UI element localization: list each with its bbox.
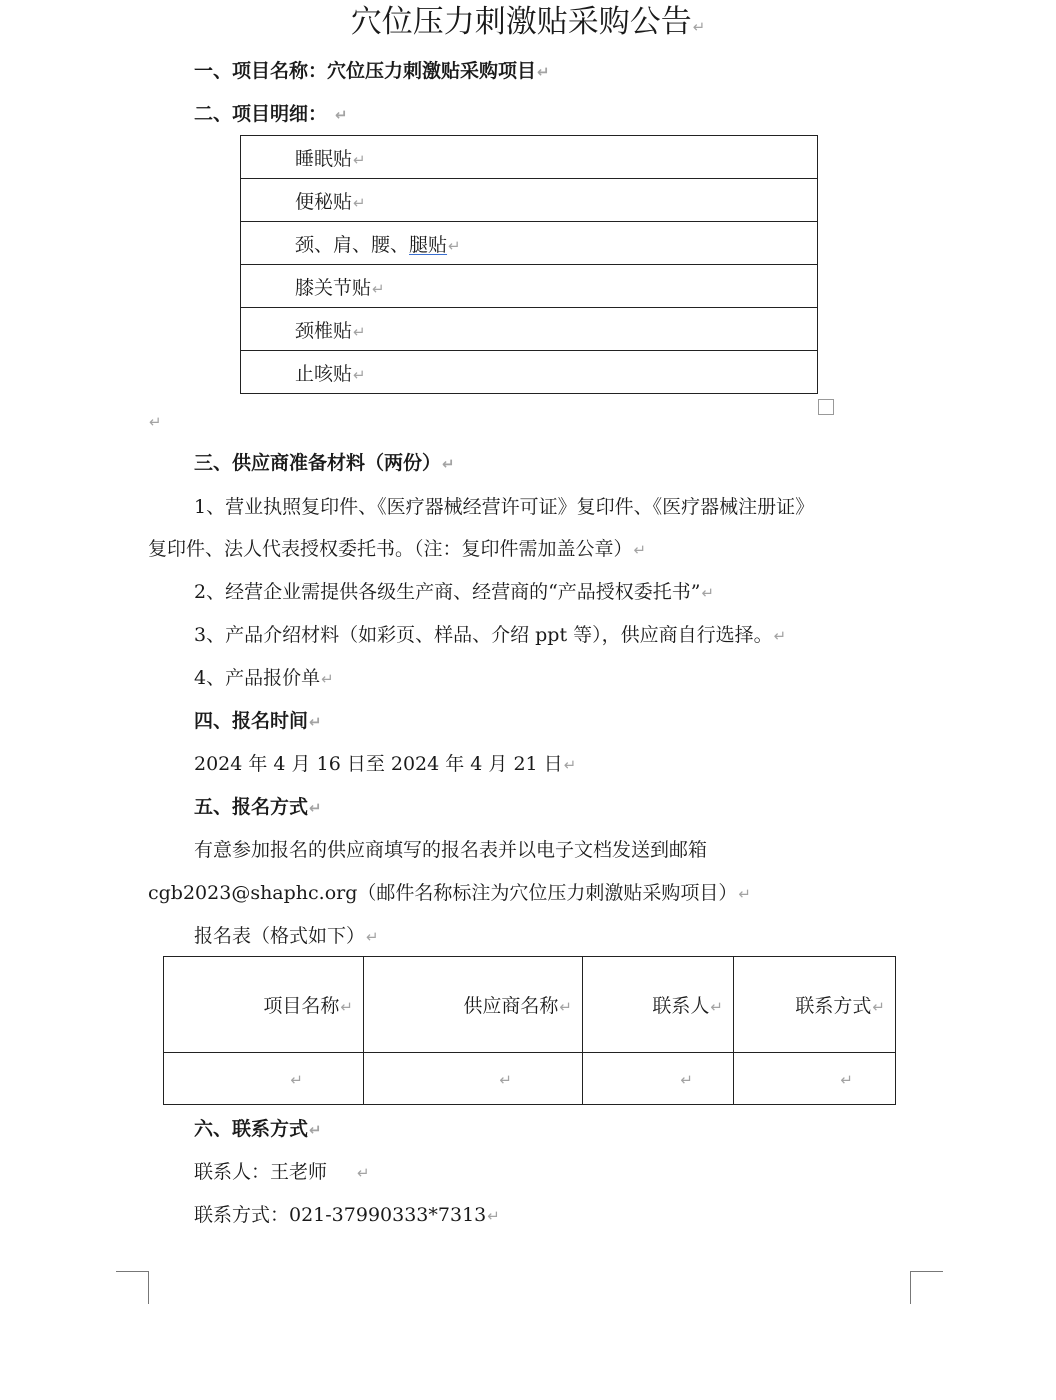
materials-item-4: 4、产品报价单↵ — [194, 667, 334, 689]
materials-item-1-line-1: 1、营业执照复印件、《医疗器械经营许可证》复印件、《医疗器械注册证》 — [194, 496, 815, 518]
contact-person: 联系人：王老师 ↵ — [194, 1161, 370, 1183]
table-cell: 便秘贴↵ — [241, 179, 818, 222]
form-caption: 报名表（格式如下）↵ — [194, 925, 379, 947]
table-row — [164, 1053, 896, 1105]
paragraph-mark: ↵ — [559, 998, 572, 1016]
paragraph-mark: ↵ — [773, 627, 787, 645]
paragraph-mark: ↵ — [353, 322, 366, 341]
table-row — [241, 308, 818, 351]
paragraph-mark: ↵ — [335, 106, 348, 124]
table-row — [241, 136, 818, 179]
column-header: 项目名称↵ — [164, 957, 364, 1053]
section-materials: 三、供应商准备材料（两份）↵ — [194, 452, 455, 474]
register-time-text: 2024 年 4 月 16 日至 2024 年 4 月 21 日↵ — [194, 753, 577, 775]
items-table — [240, 135, 818, 394]
paragraph-mark: ↵ — [149, 413, 162, 431]
paragraph-mark: ↵ — [448, 236, 461, 255]
paragraph-mark: ↵ — [290, 1070, 303, 1089]
paragraph-mark: ↵ — [372, 279, 385, 298]
paragraph-mark: ↵ — [710, 998, 723, 1016]
paragraph-mark: ↵ — [738, 885, 751, 903]
paragraph-mark: ↵ — [537, 63, 550, 81]
column-header: 供应商名称↵ — [364, 957, 583, 1053]
paragraph-mark: ↵ — [442, 455, 455, 473]
table-resize-handle[interactable] — [818, 399, 834, 415]
table-row — [241, 351, 818, 394]
table-cell: 颈椎贴↵ — [241, 308, 818, 351]
paragraph-mark: ↵ — [487, 1207, 500, 1225]
section-register-time: 四、报名时间↵ — [194, 710, 322, 732]
column-header: 联系方式↵ — [734, 957, 896, 1053]
table-header-row — [164, 957, 896, 1053]
paragraph-mark: ↵ — [309, 713, 322, 731]
paragraph-mark: ↵ — [366, 928, 379, 946]
paragraph-mark: ↵ — [353, 150, 366, 169]
table-row — [241, 222, 818, 265]
table-cell[interactable] — [164, 1053, 364, 1105]
paragraph-mark: ↵ — [692, 18, 706, 36]
table-cell[interactable] — [364, 1053, 583, 1105]
table-row — [241, 265, 818, 308]
table-cell: 膝关节贴↵ — [241, 265, 818, 308]
paragraph-mark: ↵ — [340, 998, 353, 1016]
paragraph-mark: ↵ — [499, 1070, 512, 1089]
paragraph-mark: ↵ — [840, 1070, 853, 1089]
table-cell[interactable] — [583, 1053, 734, 1105]
paragraph-mark: ↵ — [701, 584, 715, 602]
paragraph-mark: ↵ — [353, 365, 366, 384]
paragraph-mark: ↵ — [309, 799, 322, 817]
table-cell: 止咳贴↵ — [241, 351, 818, 394]
underlined-text: 腿贴 — [409, 233, 448, 256]
page-corner-mark-right — [910, 1271, 943, 1304]
contact-phone: 联系方式：021-37990333*7313↵ — [194, 1204, 500, 1226]
section-contact: 六、联系方式↵ — [194, 1118, 322, 1140]
materials-item-1-line-2: 复印件、法人代表授权委托书。（注：复印件需加盖公章）↵ — [148, 538, 647, 560]
paragraph-mark: ↵ — [357, 1164, 370, 1182]
paragraph-mark: ↵ — [321, 670, 334, 688]
table-cell[interactable] — [734, 1053, 896, 1105]
empty-paragraph — [148, 408, 162, 435]
register-method-line-1: 有意参加报名的供应商填写的报名表并以电子文档发送到邮箱 — [194, 839, 708, 861]
materials-item-2: 2、经营企业需提供各级生产商、经营商的“产品授权委托书”↵ — [194, 581, 715, 603]
table-cell: 睡眠贴↵ — [241, 136, 818, 179]
materials-item-3: 3、产品介绍材料（如彩页、样品、介绍 ppt 等），供应商自行选择。↵ — [194, 624, 787, 646]
section-register-method: 五、报名方式↵ — [194, 796, 322, 818]
paragraph-mark: ↵ — [309, 1121, 322, 1139]
paragraph-mark: ↵ — [563, 756, 577, 774]
page-title: 穴位压力刺激贴采购公告↵ — [350, 4, 706, 40]
paragraph-mark: ↵ — [680, 1070, 693, 1089]
paragraph-mark: ↵ — [353, 193, 366, 212]
section-project-details: 二、项目明细： ↵ — [194, 103, 348, 125]
section-project-name: 一、项目名称：穴位压力刺激贴采购项目↵ — [194, 60, 550, 82]
paragraph-mark: ↵ — [633, 541, 647, 559]
page-corner-mark-left — [116, 1271, 149, 1304]
paragraph-mark: ↵ — [872, 998, 885, 1016]
table-cell: 颈、肩、腰、腿贴↵ — [241, 222, 818, 265]
column-header: 联系人↵ — [583, 957, 734, 1053]
table-row — [241, 179, 818, 222]
registration-form-table — [163, 956, 896, 1105]
register-method-line-2: cgb2023@shaphc.org（邮件名称标注为穴位压力刺激贴采购项目）↵ — [148, 882, 751, 904]
